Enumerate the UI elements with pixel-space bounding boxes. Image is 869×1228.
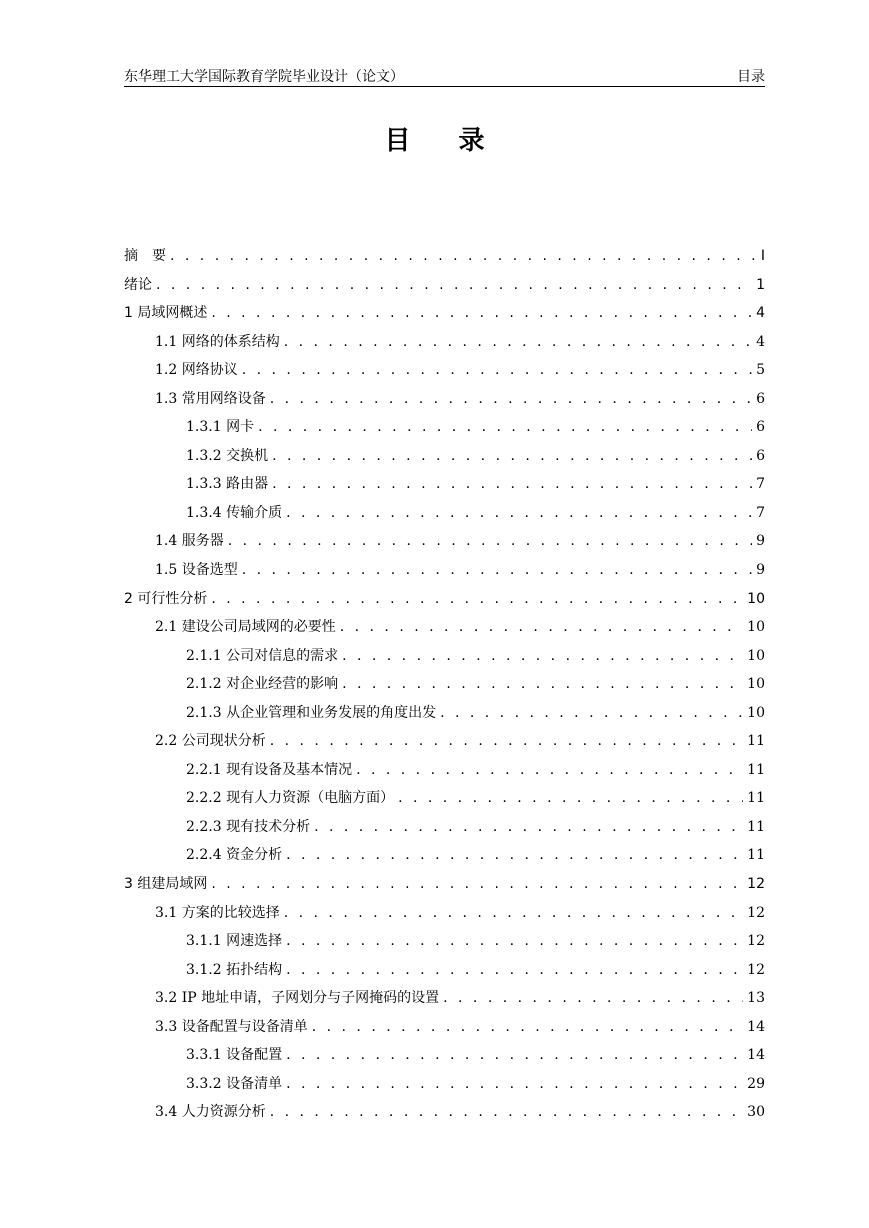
toc-entry[interactable] <box>124 499 765 528</box>
toc-leader-dots <box>258 413 752 442</box>
toc-entry-page: 10 <box>747 647 765 664</box>
toc-entry[interactable] <box>124 727 765 756</box>
toc-entry-page: 6 <box>756 419 765 436</box>
toc-entry[interactable] <box>124 756 765 785</box>
toc-leader-dots <box>270 1098 743 1127</box>
header-institution: 东华理工大学国际教育学院毕业设计（论文） <box>124 69 404 85</box>
toc-entry[interactable] <box>124 242 765 271</box>
toc-entry-page: 1 <box>756 276 765 293</box>
toc-entry[interactable] <box>124 813 765 842</box>
toc-entry-page: 6 <box>756 390 765 407</box>
toc-entry-page: 4 <box>756 305 765 322</box>
toc-entry-label: 1.5 设备选型 <box>155 562 238 579</box>
toc-entry[interactable] <box>124 328 765 357</box>
toc-entry-label: 1.3 常用网络设备 <box>155 390 266 407</box>
toc-entry[interactable] <box>124 784 765 813</box>
toc-leader-dots <box>156 271 752 300</box>
toc-entry[interactable] <box>124 899 765 928</box>
toc-entry-page: 6 <box>756 447 765 464</box>
toc-entry[interactable] <box>124 841 765 870</box>
toc-leader-dots <box>356 756 743 785</box>
toc-entry-page: 12 <box>747 961 765 978</box>
toc-leader-dots <box>286 499 752 528</box>
toc-entry[interactable] <box>124 470 765 499</box>
toc-entry-page: 13 <box>747 990 765 1007</box>
toc-entry-label: 3.3.2 设备清单 <box>186 1075 283 1092</box>
toc-leader-dots <box>398 784 743 813</box>
toc-leader-dots <box>314 813 743 842</box>
toc-entry-label: 1.1 网络的体系结构 <box>155 333 280 350</box>
toc-entry[interactable] <box>124 956 765 985</box>
toc-entry[interactable] <box>124 613 765 642</box>
toc-leader-dots <box>211 299 752 328</box>
toc-entry-page: 10 <box>747 704 765 721</box>
page-header <box>124 64 765 87</box>
toc-entry-label: 3.1.1 网速选择 <box>186 933 283 950</box>
toc-entry-page: 14 <box>747 1018 765 1035</box>
toc-leader-dots <box>340 613 743 642</box>
toc-entry-label: 1.3.2 交换机 <box>186 447 269 464</box>
toc-entry-label: 3 组建局域网 <box>124 876 208 893</box>
toc-entry-label: 1.3.1 网卡 <box>186 419 255 436</box>
toc-entry-page: 7 <box>756 504 765 521</box>
toc-leader-dots <box>342 670 743 699</box>
toc-leader-dots <box>228 527 752 556</box>
toc-entry-page: 7 <box>756 476 765 493</box>
toc-leader-dots <box>286 841 743 870</box>
header-section: 目录 <box>737 69 765 85</box>
toc-leader-dots <box>286 927 743 956</box>
toc-entry[interactable] <box>124 699 765 728</box>
toc-entry-page: 14 <box>747 1047 765 1064</box>
toc-entry-page: 12 <box>747 933 765 950</box>
toc-entry-page: 11 <box>747 790 765 807</box>
toc-entry-label: 3.1.2 拓扑结构 <box>186 961 283 978</box>
toc-entry-page: 9 <box>756 562 765 579</box>
toc-entry-label: 2.1.2 对企业经营的影响 <box>186 676 339 693</box>
page-title: 目录 <box>384 126 533 156</box>
toc-entry-page: 11 <box>747 847 765 864</box>
toc-entry-label: 2.2.1 现有设备及基本情况 <box>186 761 353 778</box>
toc-leader-dots <box>242 556 752 585</box>
toc-entry-page: 30 <box>747 1104 765 1121</box>
toc-entry[interactable] <box>124 442 765 471</box>
toc-entry-label: 1.4 服务器 <box>155 533 224 550</box>
toc-entry[interactable] <box>124 1041 765 1070</box>
toc-entry-label: 2.1 建设公司局域网的必要性 <box>155 619 336 636</box>
toc-entry-label: 2.2.2 现有人力资源（电脑方面） <box>186 790 395 807</box>
toc-leader-dots <box>284 328 752 357</box>
toc-leader-dots <box>211 585 743 614</box>
toc-leader-dots <box>440 699 743 728</box>
toc-entry-page: 12 <box>747 904 765 921</box>
toc-entry[interactable] <box>124 1070 765 1099</box>
toc-leader-dots <box>286 956 743 985</box>
toc-entry-label: 3.2 IP 地址申请，子网划分与子网掩码的设置 <box>155 990 440 1007</box>
toc-entry-page: 11 <box>747 733 765 750</box>
toc-entry-page: 5 <box>756 362 765 379</box>
toc-entry[interactable] <box>124 670 765 699</box>
toc-leader-dots <box>286 1041 743 1070</box>
toc-entry-label: 3.1 方案的比较选择 <box>155 904 280 921</box>
toc-entry[interactable] <box>124 1013 765 1042</box>
toc-entry[interactable] <box>124 984 765 1013</box>
toc-entry[interactable] <box>124 271 765 300</box>
toc-entry[interactable] <box>124 385 765 414</box>
toc-entry[interactable] <box>124 585 765 614</box>
toc-entry-label: 2.2.3 现有技术分析 <box>186 818 311 835</box>
toc-entry-page: 4 <box>756 333 765 350</box>
toc-leader-dots <box>242 356 752 385</box>
toc-entry[interactable] <box>124 870 765 899</box>
toc-entry[interactable] <box>124 356 765 385</box>
toc-entry-page: 10 <box>747 590 765 607</box>
toc-leader-dots <box>272 442 752 471</box>
toc-entry-label: 2 可行性分析 <box>124 590 208 607</box>
toc-entry-page: 11 <box>747 818 765 835</box>
toc-entry[interactable] <box>124 299 765 328</box>
toc-leader-dots <box>443 984 743 1013</box>
toc-entry-label: 1.2 网络协议 <box>155 362 238 379</box>
toc-leader-dots <box>270 727 743 756</box>
toc-entry-page: 10 <box>747 619 765 636</box>
toc-entry-label: 绪论 <box>124 276 152 293</box>
toc-leader-dots <box>312 1013 743 1042</box>
toc-leader-dots <box>342 642 743 671</box>
toc-entry-page: 12 <box>747 876 765 893</box>
toc-entry[interactable] <box>124 556 765 585</box>
toc-leader-dots <box>272 470 752 499</box>
toc-entry-page: 9 <box>756 533 765 550</box>
toc-leader-dots <box>286 1070 743 1099</box>
toc-leader-dots <box>270 385 752 414</box>
toc-entry-page: I <box>760 248 765 264</box>
toc-entry-label: 摘 要 <box>124 248 166 264</box>
toc-entry-label: 2.2 公司现状分析 <box>155 733 266 750</box>
toc-entry-label: 3.4 人力资源分析 <box>155 1104 266 1121</box>
table-of-contents <box>124 242 765 1127</box>
toc-leader-dots <box>170 242 757 271</box>
toc-entry-page: 11 <box>747 761 765 778</box>
toc-entry[interactable] <box>124 527 765 556</box>
toc-entry[interactable] <box>124 1098 765 1127</box>
toc-leader-dots <box>284 899 743 928</box>
toc-entry-label: 1.3.4 传输介质 <box>186 504 283 521</box>
toc-entry-label: 3.3 设备配置与设备清单 <box>155 1018 308 1035</box>
toc-leader-dots <box>211 870 743 899</box>
toc-entry-page: 10 <box>747 676 765 693</box>
toc-entry[interactable] <box>124 642 765 671</box>
toc-entry-label: 2.1.1 公司对信息的需求 <box>186 647 339 664</box>
toc-entry[interactable] <box>124 413 765 442</box>
toc-entry-label: 1.3.3 路由器 <box>186 476 269 493</box>
toc-entry-label: 3.3.1 设备配置 <box>186 1047 283 1064</box>
toc-entry-label: 2.1.3 从企业管理和业务发展的角度出发 <box>186 704 437 721</box>
toc-entry-label: 2.2.4 资金分析 <box>186 847 283 864</box>
toc-entry-page: 29 <box>747 1075 765 1092</box>
toc-entry[interactable] <box>124 927 765 956</box>
toc-entry-label: 1 局域网概述 <box>124 305 208 322</box>
